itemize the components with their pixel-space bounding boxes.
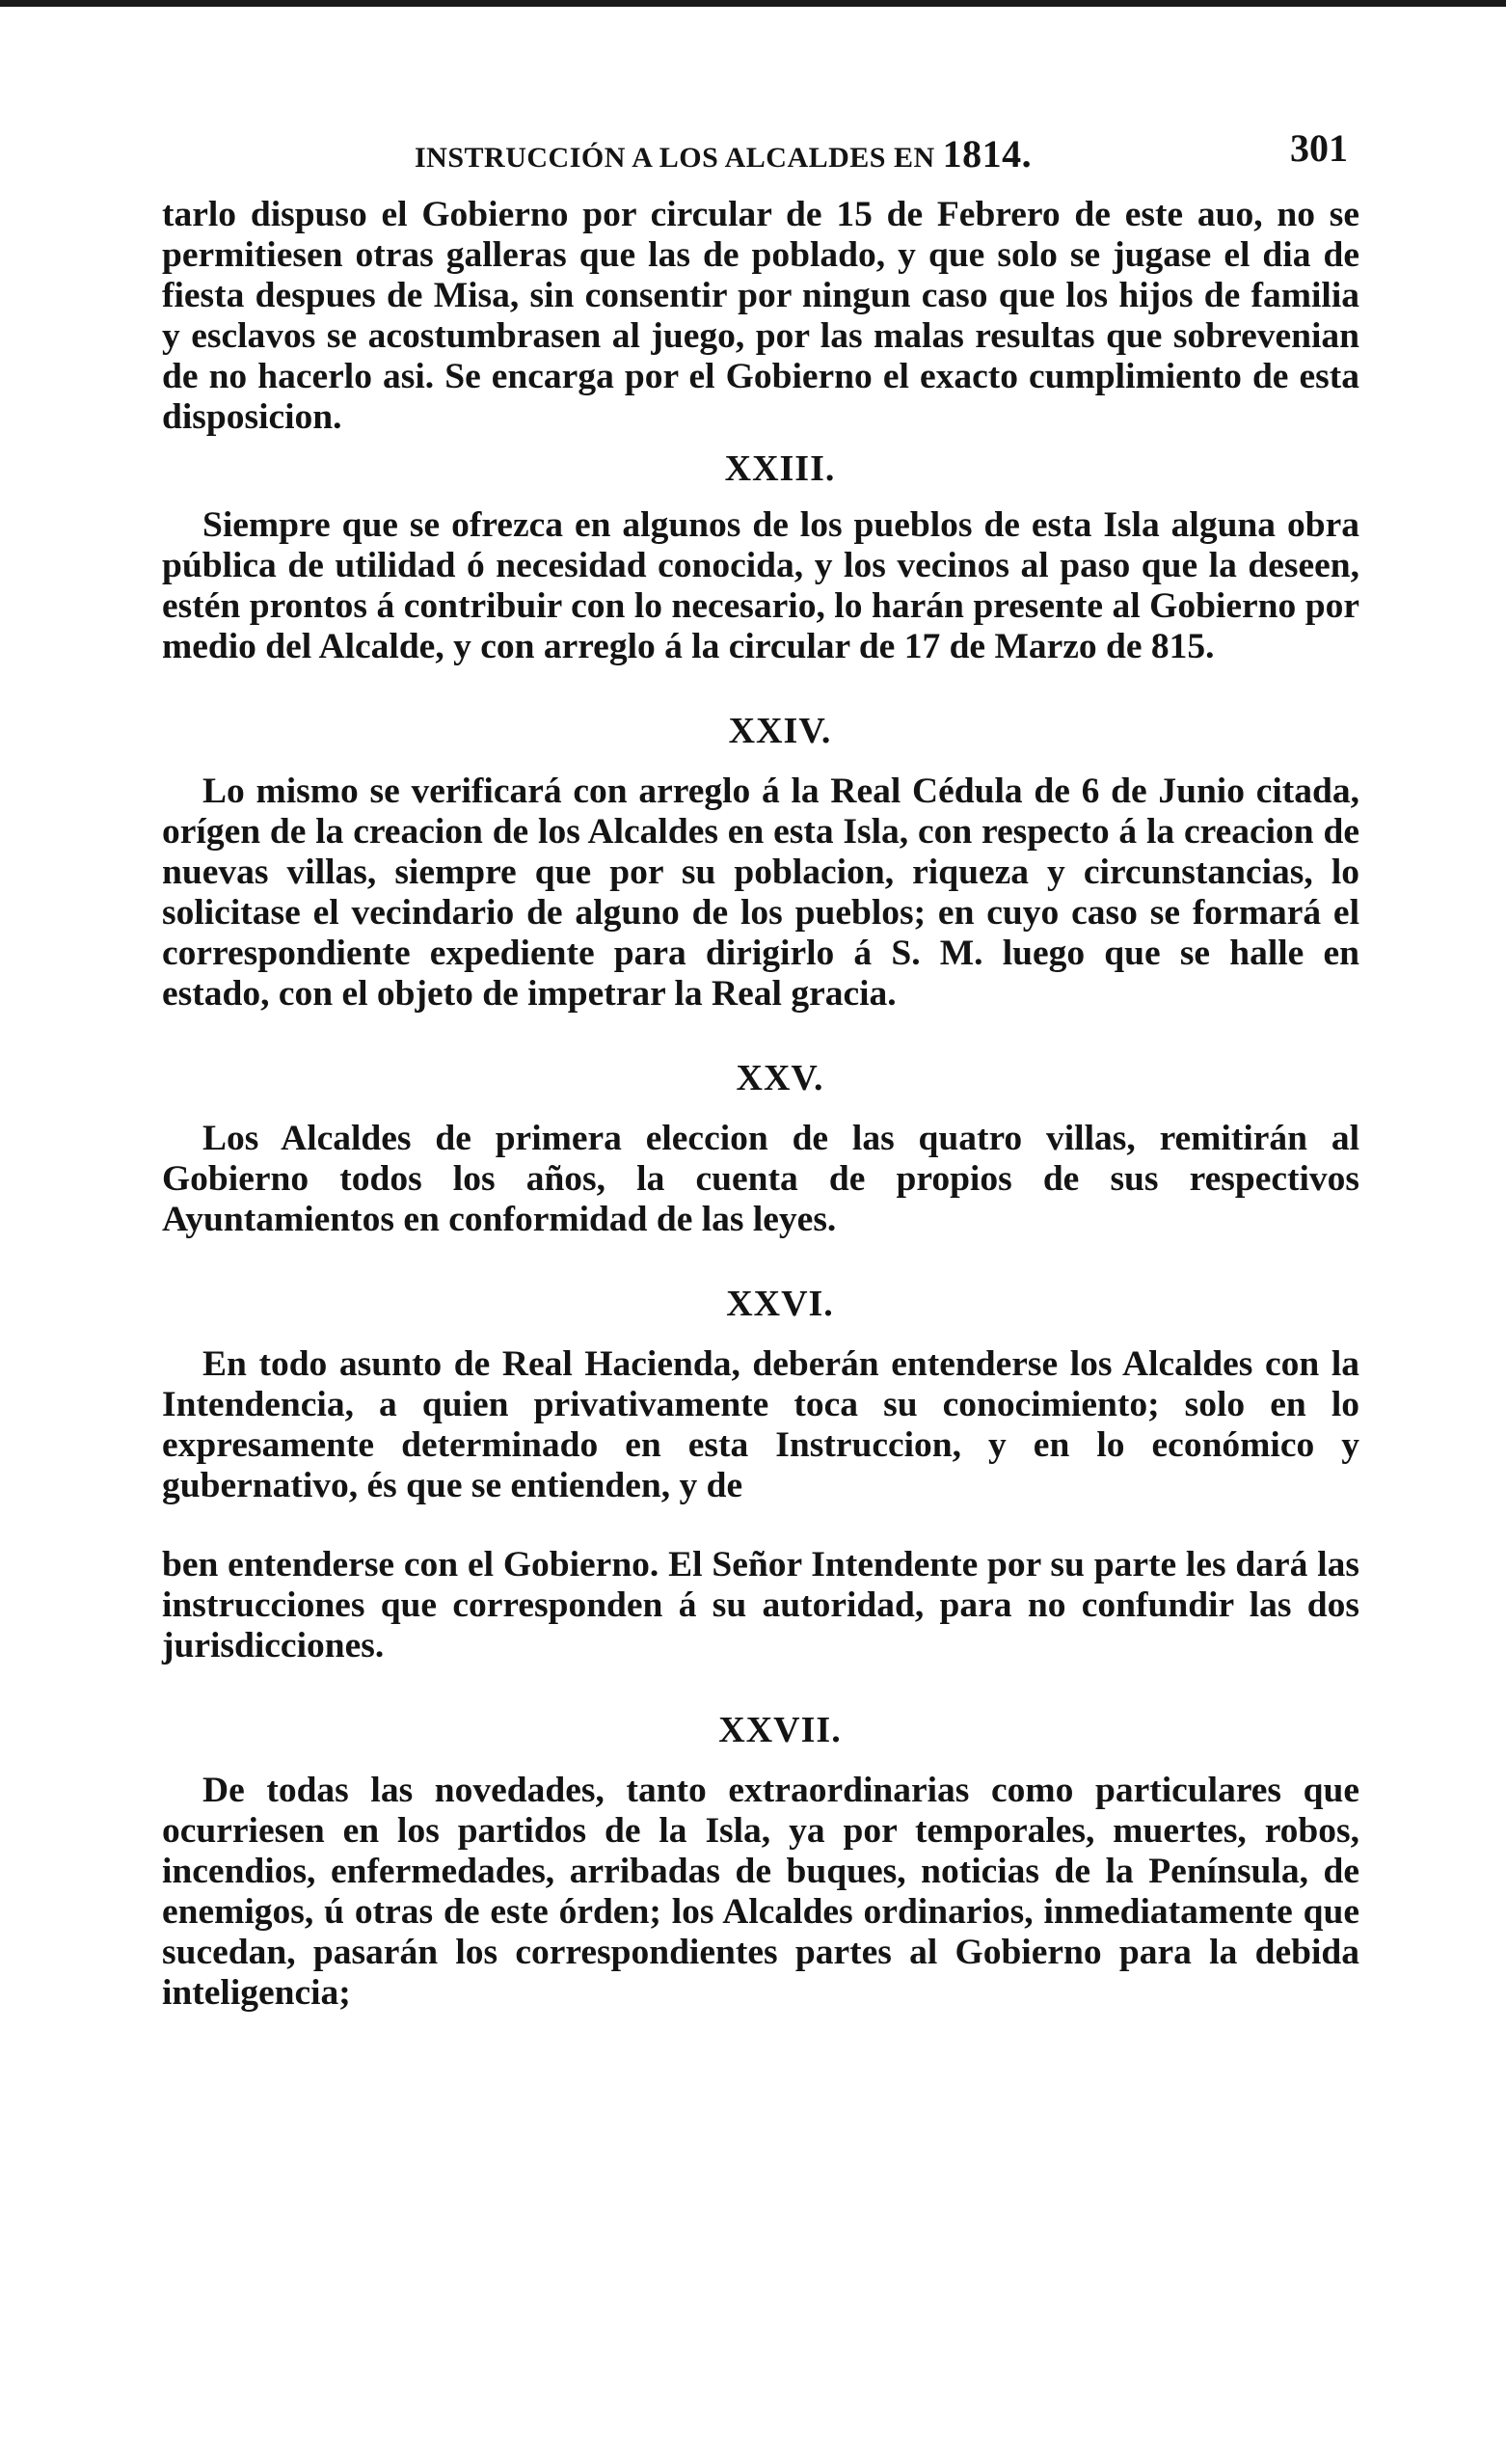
section-heading-xxiii: XXIII. (724, 448, 836, 489)
section-heading-xxiv: XXIV. (728, 711, 832, 751)
section-paragraph-xxvii: De todas las novedades, tanto extraordinarias como particulares que ocurriesen en los partidos de la Isla, ya por temporales, muertes, robos, incendios, enfermedades, arribadas de buques, noticias de la Península, de enemigos, ú otras de este órden; los Alcaldes ordinarios, inmediatamente que sucedan, pasarán los correspondientes partes al Gobierno para la debida inteligencia; (162, 1771, 1359, 2013)
intro-paragraph: tarlo dispuso el Gobierno por circular de 15 de Febrero de este auo, no se permitiesen otras galleras que las de poblado, y que solo se jugase el dia de fiesta despues de Misa, sin consentir por ningun caso que los hijos de familia y esclavos se acostumbrasen al juego, por las malas resultas que sobrevenian de no hacerlo asi. Se encarga por el Gobierno el exacto cumplimiento de esta disposicion. (162, 195, 1359, 437)
section-paragraph-xxiv: Lo mismo se verificará con arreglo á la Real Cédula de 6 de Junio citada, orígen de la creacion de los Alcaldes en esta Isla, con respecto á la creacion de nuevas villas, siempre que por su poblacion, riqueza y circunstancias, lo solicitase el vecindario de alguno de los pueblos; en cuyo caso se formará el correspondiente expediente para dirigirlo á S. M. luego que se halle en estado, con el objeto de impetrar la Real gracia. (162, 772, 1359, 1014)
section-heading-xxvii: XXVII. (718, 1710, 842, 1750)
section-paragraph-xxiii: Siempre que se ofrezca en algunos de los pueblos de esta Isla alguna obra pública de utilidad ó necesidad conocida, y los vecinos al paso que la deseen, estén prontos á contribuir con lo necesario, lo harán presente al Gobierno por medio del Alcalde, y con arreglo á la circular de 17 de Marzo de 815. (162, 505, 1359, 666)
section-heading-xxv: XXV. (736, 1058, 824, 1098)
section-paragraph-xxvi: En todo asunto de Real Hacienda, deberán entenderse los Alcaldes con la Intendencia, a quien privativamente toca su conocimiento; solo en lo expresamente determinado en esta Instruccion, y en lo económico y gubernativo, és que se entienden, y de (162, 1344, 1359, 1505)
running-title-year: 1814. (942, 132, 1033, 176)
section-paragraph-xxvi-continuation: ben entenderse con el Gobierno. El Señor Intendente por su parte les dará las instrucciones que corresponden á su autoridad, para no confundir las dos jurisdicciones. (162, 1545, 1359, 1665)
page-number: 301 (1290, 126, 1348, 170)
section-paragraph-xxv: Los Alcaldes de primera eleccion de las quatro villas, remitirán al Gobierno todos los años, la cuenta de propios de sus respectivos Ayuntamientos en conformidad de las leyes. (162, 1119, 1359, 1239)
book-page (162, 123, 1359, 2014)
top-border-rule (0, 0, 1506, 7)
running-header (162, 123, 1359, 181)
running-title (415, 131, 1032, 176)
section-heading-xxvi: XXVI. (726, 1284, 834, 1324)
running-title-text: INSTRUCCIÓN A LOS ALCALDES EN (415, 142, 935, 174)
